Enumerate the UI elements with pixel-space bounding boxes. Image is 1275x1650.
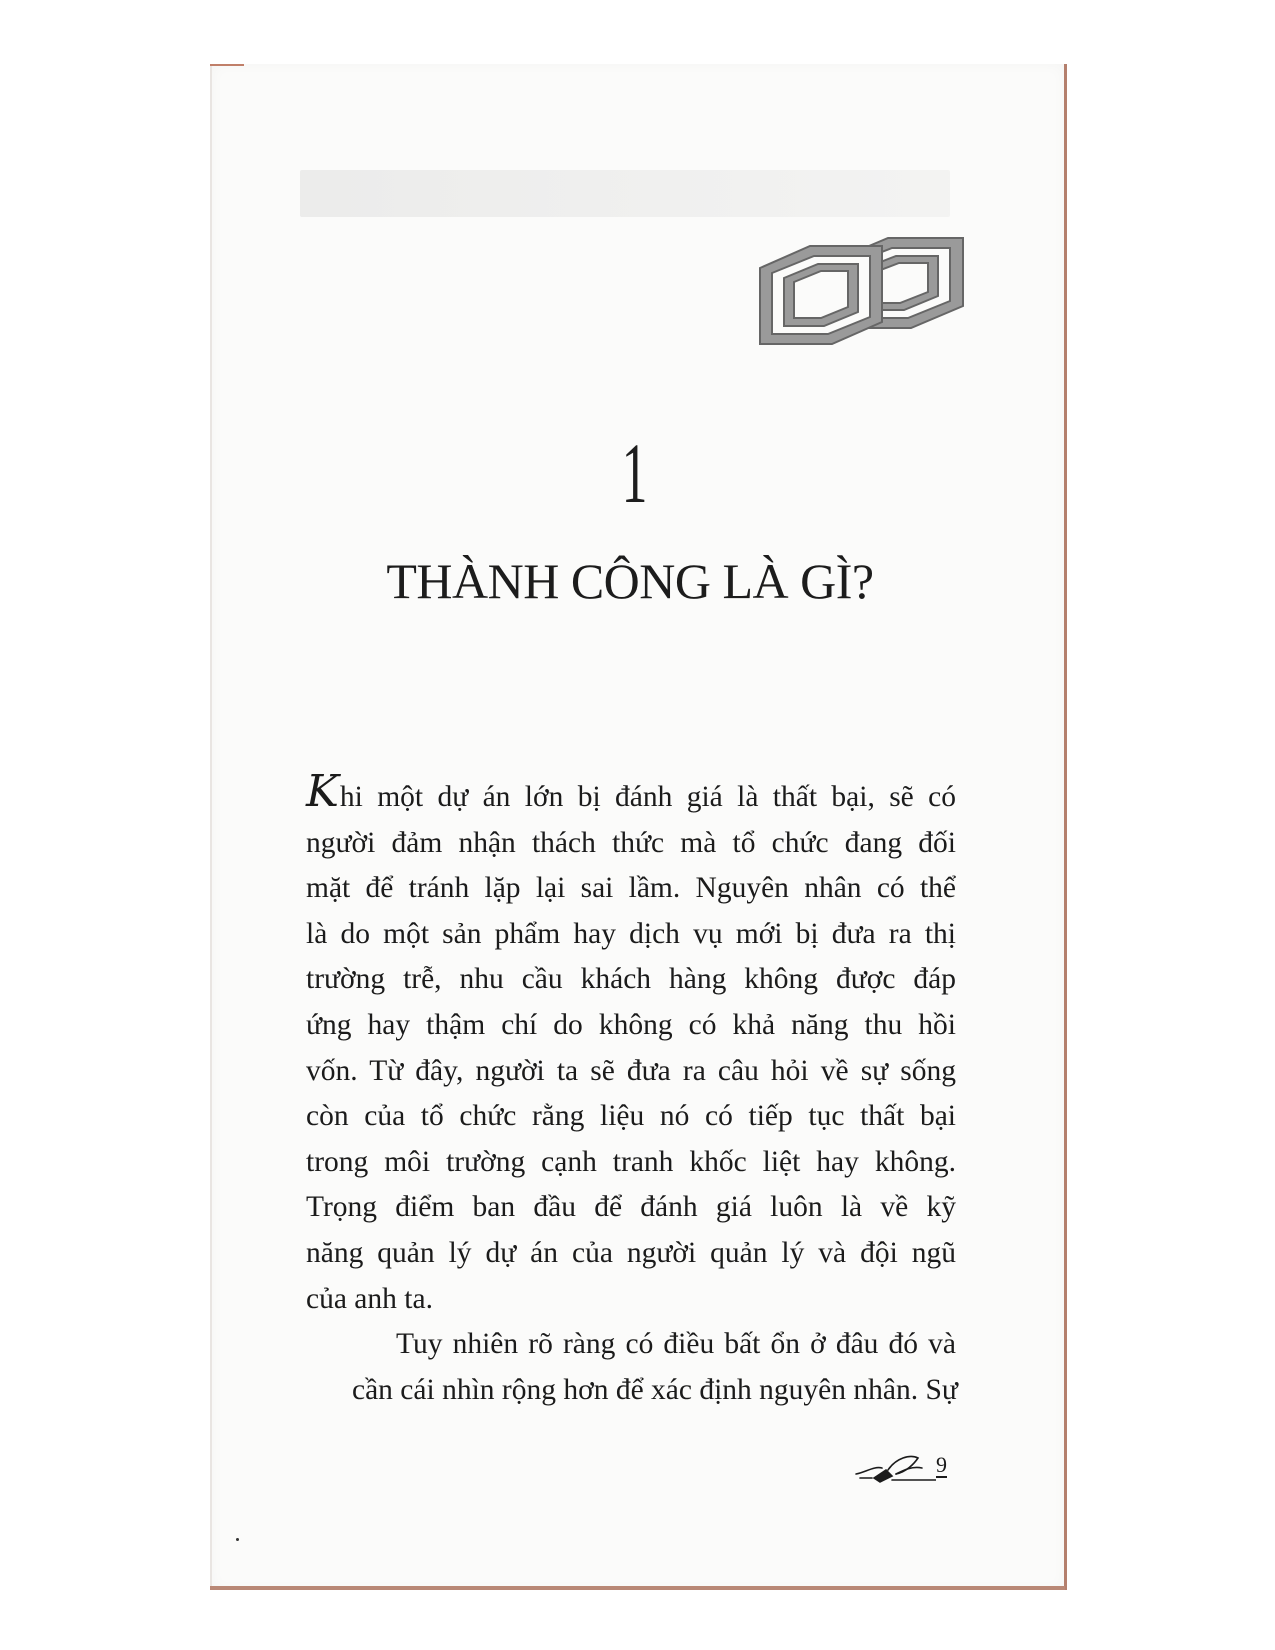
chapter-number: 1	[621, 425, 648, 521]
text-line: Trọng điểm ban đầu để đánh giá luôn là về kỹ	[306, 1191, 956, 1224]
text-line: còn của tổ chức rằng liệu nó có tiếp tục thất bại	[306, 1100, 956, 1133]
text-line: là do một sản phẩm hay dịch vụ mới bị đưa ra thị	[306, 917, 956, 950]
page-number: 9	[936, 1452, 947, 1477]
scan-speck	[236, 1538, 239, 1541]
chapter-title: THÀNH CÔNG LÀ GÌ?	[386, 553, 874, 609]
page-edge-bottom	[210, 1586, 1065, 1590]
body-text	[306, 766, 958, 1413]
paragraph-1	[306, 766, 956, 1322]
text-line: Khi một dự án lớn bị đánh giá là thất bại, sẽ có	[306, 766, 956, 817]
text-line: Tuy nhiên rõ ràng có điều bất ổn ở đâu đó và	[396, 1328, 956, 1361]
bleed-through-text-upper	[300, 170, 950, 217]
text-line: của anh ta.	[306, 1282, 433, 1315]
page-edge-top	[210, 64, 244, 66]
text-line: ứng hay thậm chí do không có khả năng thu hồi	[306, 1008, 956, 1041]
text-line: trong môi trường cạnh tranh khốc liệt hay không.	[306, 1145, 956, 1178]
text-line: cần cái nhìn rộng hơn để xác định nguyên nhân. Sự	[352, 1373, 958, 1406]
text-line: năng quản lý dự án của người quản lý và đội ngũ	[306, 1236, 956, 1269]
text-line: người đảm nhận thách thức mà tổ chức đang đối	[306, 826, 956, 859]
paragraph-2	[306, 1322, 956, 1413]
cubes-icon	[758, 232, 968, 392]
pen-quill-icon	[852, 1448, 936, 1484]
text-line: trường trễ, nhu cầu khách hàng không được đáp	[306, 963, 956, 996]
text-line: mặt để tránh lặp lại sai lầm. Nguyên nhân có thể	[306, 872, 956, 905]
text-line: vốn. Từ đây, người ta sẽ đưa ra câu hỏi về sự sống	[306, 1054, 956, 1087]
